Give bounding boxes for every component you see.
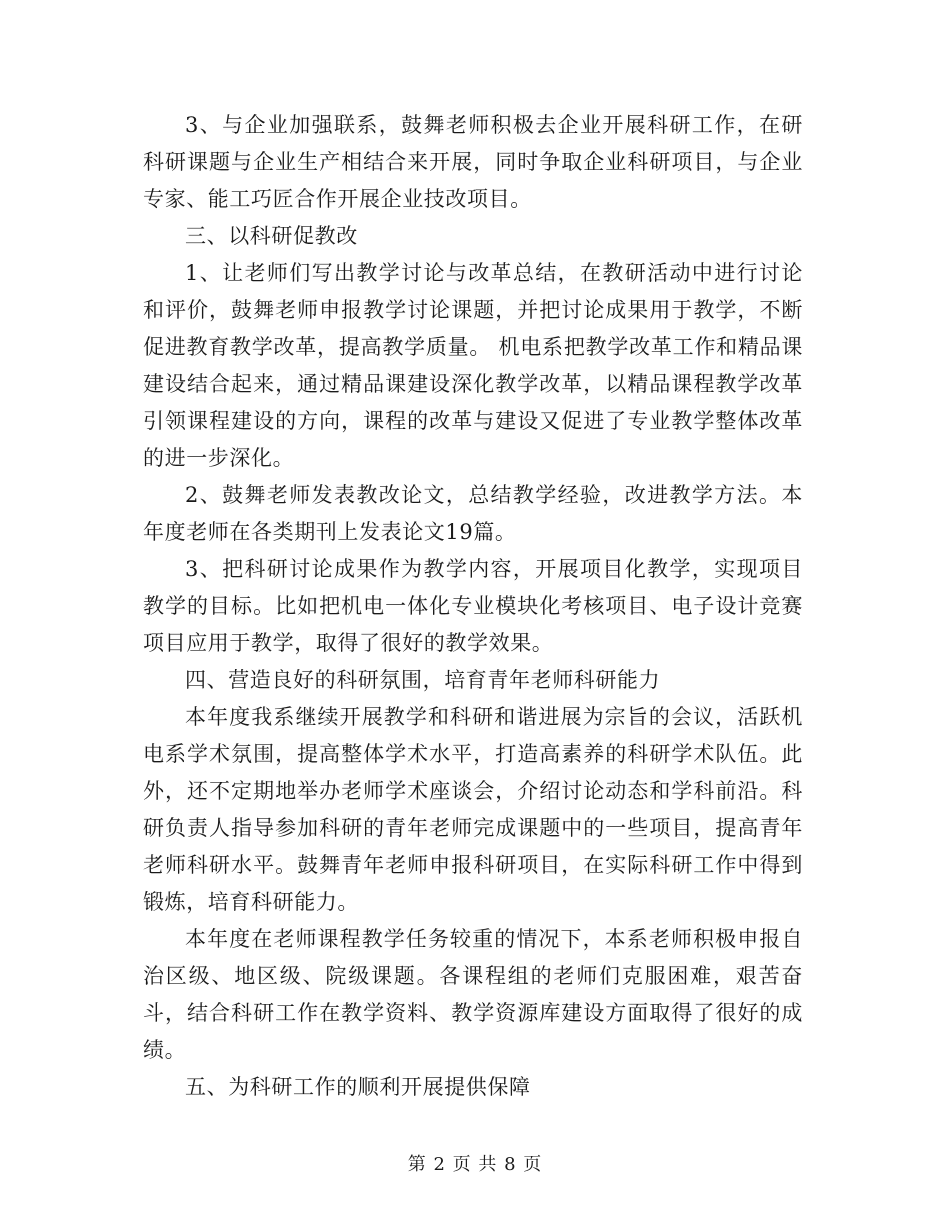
paragraph-teaching-reform-summary: 1、让老师们写出教学讨论与改革总结，在教研活动中进行讨论和评价，鼓舞老师申报教学讨论课题，并把讨论成果用于教学，不断促进教育教学改革，提高教学质量。 机电系把教学改革工作和精品课建设结合起来，通过精品课建设深化教学改革，以精品课程教学改革引领课程建设的方向，课程的改革与建设又促进了专业教学整体改革的进一步深化。 bbox=[143, 261, 803, 470]
paragraph-publish-papers: 2、鼓舞老师发表教改论文，总结教学经验，改进教学方法。本年度老师在各类期刊上发表论文19篇。 bbox=[143, 483, 803, 544]
paragraph-project-teaching: 3、把科研讨论成果作为教学内容，开展项目化教学，实现项目教学的目标。比如把机电一体化专业模块化考核项目、电子设计竞赛项目应用于教学，取得了很好的教学效果。 bbox=[143, 557, 803, 655]
section-heading-research-support: 五、为科研工作的顺利开展提供保障 bbox=[185, 1075, 531, 1099]
paragraph-academic-atmosphere: 本年度我系继续开展教学和科研和谐进展为宗旨的会议，活跃机电系学术氛围，提高整体学术水平，打造高素养的科研学术队伍。此外，还不定期地举办老师学术座谈会，介绍讨论动态和学科前沿。科研负责人指导参加科研的青年老师完成课题中的一些项目，提高青年老师科研水平。鼓舞青年老师申报科研项目，在实际科研工作中得到锻炼，培育科研能力。 bbox=[143, 705, 803, 914]
paragraph-enterprise-cooperation: 3、与企业加强联系，鼓舞老师积极去企业开展科研工作，在研科研课题与企业生产相结合来开展，同时争取企业科研项目，与企业专家、能工巧匠合作开展企业技改项目。 bbox=[143, 113, 803, 211]
section-heading-research-atmosphere: 四、营造良好的科研氛围，培育青年老师科研能力 bbox=[185, 668, 661, 692]
section-heading-research-promotes-teaching: 三、以科研促教改 bbox=[185, 224, 358, 248]
paragraph-research-projects: 本年度在老师课程教学任务较重的情况下，本系老师积极申报自治区级、地区级、院级课题。各课程组的老师们克服困难，艰苦奋斗，结合科研工作在教学资料、教学资源库建设方面取得了很好的成绩。 bbox=[143, 927, 803, 1062]
document-body bbox=[143, 107, 803, 1106]
page-number-footer: 第 2 页 共 8 页 bbox=[407, 1154, 543, 1175]
